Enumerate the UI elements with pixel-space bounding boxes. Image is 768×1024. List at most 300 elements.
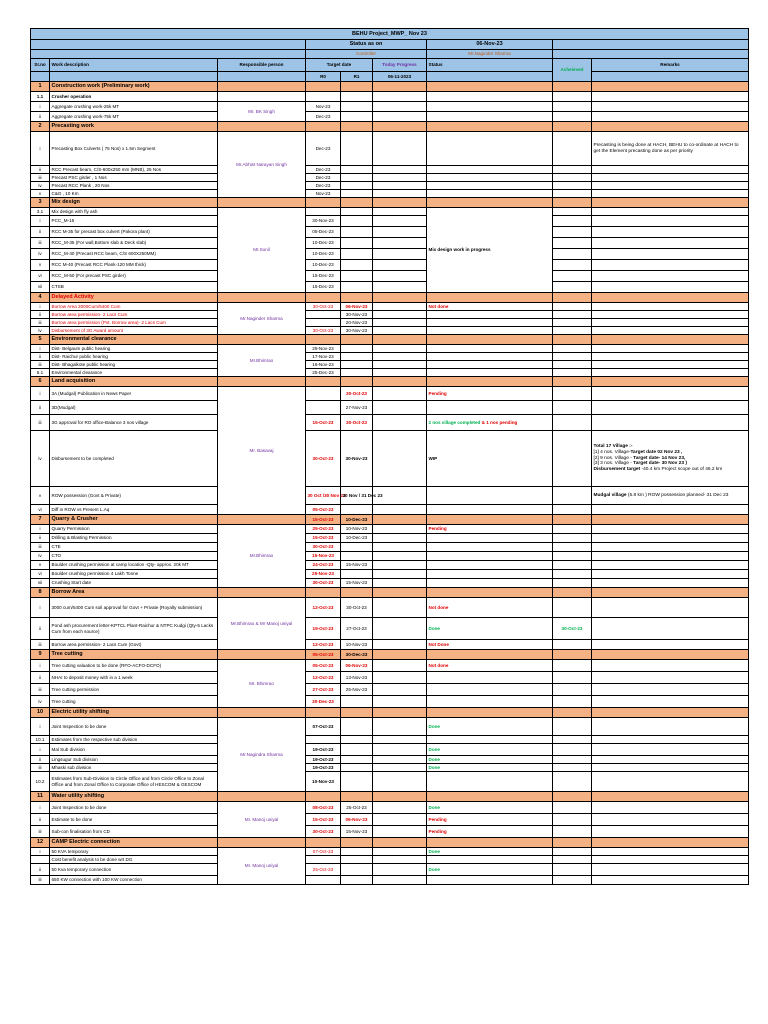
section-title: Mix design xyxy=(50,198,218,208)
item-no: ii xyxy=(31,353,50,361)
list-item xyxy=(31,848,749,856)
item-status xyxy=(427,369,553,377)
responsible-person: Mr.Bhimrao & Mr Manoj uniyal xyxy=(218,598,306,650)
item-status: WIP xyxy=(427,431,553,487)
item-no: vii xyxy=(31,579,50,588)
item-r0: 07-Oct-23 xyxy=(306,848,341,856)
section-title: Tree cutting xyxy=(50,650,218,660)
item-r0: 30-Oct-23 xyxy=(306,543,341,552)
list-item xyxy=(31,260,749,271)
item-status: Done xyxy=(427,764,553,772)
list-item xyxy=(31,174,749,182)
item-description: Mhaski sub division xyxy=(50,764,218,772)
item-description: Lingsugur Sub division xyxy=(50,756,218,764)
item-r1 xyxy=(341,876,373,885)
item-achieved xyxy=(553,132,592,166)
responsible-person: Mr. Bhimrao xyxy=(218,660,306,708)
item-status xyxy=(427,534,553,543)
item-description: Cost benefit analysis to be done wrt DG xyxy=(50,856,218,864)
item-description: Mal Sub division xyxy=(50,744,218,756)
item-r1 xyxy=(341,718,373,736)
section-row xyxy=(31,792,749,802)
item-remark xyxy=(592,534,749,543)
item-remark xyxy=(592,744,749,756)
item-status: Done xyxy=(427,864,553,876)
item-achieved xyxy=(553,216,592,227)
item-status: Pending xyxy=(427,387,553,401)
item-achieved xyxy=(553,319,592,327)
section-title: Environmental clearance xyxy=(50,335,218,345)
section-r1 xyxy=(341,198,373,208)
item-r0 xyxy=(306,876,341,885)
list-item xyxy=(31,431,749,487)
section-no: 1 xyxy=(31,82,50,92)
item-description: Sub-con finalisation from CD xyxy=(50,826,218,838)
status-row xyxy=(31,40,749,50)
list-item xyxy=(31,598,749,618)
item-description: 650 KW connection with 100 KW connection xyxy=(50,876,218,885)
item-r1: 30-Oct-23 xyxy=(341,598,373,618)
item-r0: 25-Oct-23 xyxy=(306,864,341,876)
item-status xyxy=(427,361,553,369)
item-remark xyxy=(592,718,749,736)
item-r1: 06-Nov-23 xyxy=(341,660,373,672)
item-remark xyxy=(592,387,749,401)
item-achieved xyxy=(553,525,592,534)
item-description: Boulder crushing permission at camp location -Qty- approx. 20k MT xyxy=(50,561,218,570)
item-remark xyxy=(592,561,749,570)
responsible-person: Mr. BK Singh xyxy=(218,102,306,122)
item-r1 xyxy=(341,132,373,166)
item-r0: 19-Oct-23 xyxy=(306,744,341,756)
item-r0: 15-Nov-23 xyxy=(306,552,341,561)
item-status: Not done xyxy=(427,598,553,618)
item-r0: 15-Dec-23 xyxy=(306,271,341,282)
item-remark xyxy=(592,369,749,377)
list-item xyxy=(31,311,749,319)
item-r0: 07-Oct-23 xyxy=(306,718,341,736)
item-no xyxy=(31,856,50,864)
item-r0: 30-Oct-23 xyxy=(306,579,341,588)
col-r0: R0 xyxy=(306,72,341,82)
col-sr-no: Sr.no xyxy=(31,59,50,72)
item-description: Boulder crushing permission 4 Lakh Tonne xyxy=(50,570,218,579)
item-remark xyxy=(592,552,749,561)
section-r0 xyxy=(306,92,341,102)
item-r0: 10-Dec-23 xyxy=(306,238,341,249)
item-no: iii xyxy=(31,876,50,885)
section-no: 10 xyxy=(31,708,50,718)
item-remark xyxy=(592,598,749,618)
item-achieved xyxy=(553,311,592,319)
item-no: vi xyxy=(31,505,50,515)
item-remark xyxy=(592,579,749,588)
section-title: CAMP Electric connection xyxy=(50,838,218,848)
item-r0: Dec-23 xyxy=(306,182,341,190)
item-status xyxy=(427,579,553,588)
item-status xyxy=(427,319,553,327)
item-r0: 05-Oct-23 xyxy=(306,505,341,515)
item-achieved xyxy=(553,303,592,311)
list-item xyxy=(31,227,749,238)
section-r0 xyxy=(306,82,341,92)
responsible-person: Mr. Manoj uniyal xyxy=(218,802,306,838)
item-r1: 10-Dec-23 xyxy=(341,534,373,543)
item-description: Joint Inspection to be done xyxy=(50,802,218,814)
item-description: Dist- Raichur public hearing xyxy=(50,353,218,361)
item-r0: 25-Nov-23 xyxy=(306,570,341,579)
list-item xyxy=(31,132,749,166)
item-description: Crushing Start date xyxy=(50,579,218,588)
item-no: i xyxy=(31,216,50,227)
section-row xyxy=(31,92,749,102)
item-remark xyxy=(592,112,749,122)
item-achieved xyxy=(553,552,592,561)
item-no: iv xyxy=(31,327,50,335)
remark-line: [2] 9 nos. Village - Target date- 14 Nov 23, xyxy=(593,455,686,461)
item-achieved xyxy=(553,102,592,112)
controller-label: Controller xyxy=(306,50,427,59)
remark-line: [3] 3 nos. Village - Target date- 30 Nov 23 ) xyxy=(593,461,687,467)
item-description: PCC_M-15 xyxy=(50,216,218,227)
item-description: RCC_M-50 (For precast PSC girder) xyxy=(50,271,218,282)
list-item xyxy=(31,802,749,814)
list-item xyxy=(31,271,749,282)
item-achieved xyxy=(553,876,592,885)
item-achieved xyxy=(553,431,592,487)
item-remark xyxy=(592,570,749,579)
item-no: i xyxy=(31,345,50,353)
item-r1: 06-Nov-23 xyxy=(341,814,373,826)
section-r1 xyxy=(341,838,373,848)
section-no: 2 xyxy=(31,122,50,132)
item-r1: 27-Oct-23 xyxy=(341,618,373,640)
item-no: ii xyxy=(31,112,50,122)
col-achieved: Acheieved xyxy=(553,59,592,82)
list-item xyxy=(31,182,749,190)
item-remark xyxy=(592,756,749,764)
item-achieved xyxy=(553,744,592,756)
item-no: i xyxy=(31,525,50,534)
col-responsible-person: Responsible person xyxy=(218,59,306,72)
item-r0: 16-Nov-23 xyxy=(306,361,341,369)
item-no: ii xyxy=(31,534,50,543)
item-achieved xyxy=(553,353,592,361)
section-row xyxy=(31,82,749,92)
item-r0: 08-Oct-23 xyxy=(306,802,341,814)
responsible-person: Mr. Manoj uniyal xyxy=(218,848,306,885)
col-status: Status xyxy=(427,59,553,72)
item-status xyxy=(427,190,553,198)
item-no: iii xyxy=(31,415,50,431)
item-r1 xyxy=(341,696,373,708)
section-no: 8 xyxy=(31,588,50,598)
list-item xyxy=(31,249,749,260)
item-no: iii xyxy=(31,238,50,249)
item-r0: 05-Oct-23 xyxy=(306,660,341,672)
item-no: i xyxy=(31,598,50,618)
item-status xyxy=(427,561,553,570)
item-r1: 30-Nov-23 xyxy=(341,431,373,487)
list-item xyxy=(31,525,749,534)
item-remark xyxy=(592,166,749,174)
col-remarks: Remarks xyxy=(592,59,749,72)
item-remark xyxy=(592,696,749,708)
section-no: 3 xyxy=(31,198,50,208)
item-r0: Nov-23 xyxy=(306,190,341,198)
item-no: ii xyxy=(31,864,50,876)
section-r0: 05-Oct-23 xyxy=(306,650,341,660)
list-item xyxy=(31,415,749,431)
item-status xyxy=(427,772,553,792)
item-remark xyxy=(592,249,749,260)
section-row xyxy=(31,335,749,345)
item-r0: 10-Nov-23 xyxy=(306,772,341,792)
item-r1 xyxy=(341,505,373,515)
list-item xyxy=(31,772,749,792)
section-title: Quarry & Crusher xyxy=(50,515,218,525)
item-r1: 27-Nov-23 xyxy=(341,401,373,415)
item-achieved xyxy=(553,814,592,826)
item-achieved xyxy=(553,561,592,570)
item-status: Not Done xyxy=(427,640,553,650)
list-item xyxy=(31,756,749,764)
section-r0 xyxy=(306,335,341,345)
item-status: Done xyxy=(427,718,553,736)
item-remark xyxy=(592,271,749,282)
section-title: Land acquisition xyxy=(50,377,218,387)
item-remark xyxy=(592,345,749,353)
col-target-date: Target date xyxy=(306,59,373,72)
responsible-person: Mr.Bhimrao xyxy=(218,525,306,588)
status-pending-part: & 1 nos pending xyxy=(480,419,518,425)
section-row xyxy=(31,708,749,718)
section-title: Borrow Area xyxy=(50,588,218,598)
sheet-title: BEHU Project_MWP_ Nov 23 xyxy=(31,29,749,40)
section-row xyxy=(31,838,749,848)
item-remark xyxy=(592,260,749,271)
item-achieved xyxy=(553,401,592,415)
item-r0: 12-Oct-23 xyxy=(306,672,341,684)
item-achieved xyxy=(553,190,592,198)
item-no: v xyxy=(31,487,50,505)
item-no: iii xyxy=(31,640,50,650)
item-achieved xyxy=(553,684,592,696)
section-r1: 30-Dec-23 xyxy=(341,650,373,660)
responsible-person: Mr.Bhimrao xyxy=(218,345,306,377)
item-r1 xyxy=(341,282,373,293)
item-remark: Precasting is being done at HACH, BEHU to co-ordinate at HACH to get the Element precasting done as per priority xyxy=(592,132,749,166)
item-no: i xyxy=(31,848,50,856)
item-achieved xyxy=(553,764,592,772)
section-no: 1.1 xyxy=(31,92,50,102)
item-no: ii xyxy=(31,618,50,640)
item-description: 3A (Mudgal) Publication in News Paper xyxy=(50,387,218,401)
item-description: 3000 cum/5400 Cum soil approval for Govt + Private (Royalty submission) xyxy=(50,598,218,618)
item-description: Precast RCC Plank , 20 Nos xyxy=(50,182,218,190)
item-remark xyxy=(592,736,749,744)
section-r1 xyxy=(341,335,373,345)
item-achieved xyxy=(553,249,592,260)
section-r0 xyxy=(306,588,341,598)
section-no: 6 xyxy=(31,377,50,387)
item-achieved xyxy=(553,227,592,238)
list-item xyxy=(31,744,749,756)
section-row xyxy=(31,198,749,208)
item-status xyxy=(427,487,553,505)
item-r1 xyxy=(341,227,373,238)
item-no: vi xyxy=(31,271,50,282)
item-description: Precasting Box Culverts ( 75 Nos) x 1.5m Segment xyxy=(50,132,218,166)
item-r1 xyxy=(341,361,373,369)
item-remark xyxy=(592,227,749,238)
item-remark xyxy=(592,216,749,227)
item-r1: 10-Nov-23 xyxy=(341,640,373,650)
item-r0 xyxy=(306,856,341,864)
item-r1: 15-Nov-23 xyxy=(341,561,373,570)
item-no: 3.1 xyxy=(31,208,50,216)
item-remark xyxy=(592,208,749,216)
item-status: Done xyxy=(427,756,553,764)
status-done-part: 2 nos village completed xyxy=(428,419,481,425)
item-status xyxy=(427,696,553,708)
item-description: Environmental clearance xyxy=(50,369,218,377)
item-description: Borrow area permission- 2 Lacs Cum xyxy=(50,311,218,319)
item-achieved xyxy=(553,756,592,764)
item-remark xyxy=(592,814,749,826)
item-r1 xyxy=(341,249,373,260)
remark-line: Disbursement target -40.4 km Project scope out of 46.2 km xyxy=(593,467,723,473)
item-description: Estimate to be done xyxy=(50,814,218,826)
item-description: Mix design with fly ash xyxy=(50,208,218,216)
item-remark xyxy=(592,618,749,640)
item-no: 5.1 xyxy=(31,369,50,377)
section-r1 xyxy=(341,377,373,387)
item-remark xyxy=(592,431,749,487)
section-r0 xyxy=(306,708,341,718)
item-r0 xyxy=(306,319,341,327)
section-title: Water utility shifting xyxy=(50,792,218,802)
item-achieved xyxy=(553,327,592,335)
item-r0: 29-Nov-23 xyxy=(306,345,341,353)
item-remark xyxy=(592,190,749,198)
section-r1 xyxy=(341,92,373,102)
item-r1 xyxy=(341,216,373,227)
item-r0 xyxy=(306,387,341,401)
list-item xyxy=(31,764,749,772)
item-no: v xyxy=(31,561,50,570)
item-r1: 10-Nov-23 xyxy=(341,525,373,534)
list-item xyxy=(31,369,749,377)
section-no: 12 xyxy=(31,838,50,848)
col-r1: R1 xyxy=(341,72,373,82)
mwp-sheet xyxy=(30,28,749,885)
section-title: Precasting work xyxy=(50,122,218,132)
item-r0: 15-Dec-23 xyxy=(306,282,341,293)
item-no: iv xyxy=(31,431,50,487)
item-description: RCC_M-35 (For wall,Bottom slab & Deck slab) xyxy=(50,238,218,249)
item-r0: 25-Oct-23 xyxy=(306,525,341,534)
item-remark xyxy=(592,505,749,515)
item-status xyxy=(427,415,553,431)
item-r1: 30-Oct-23 xyxy=(341,387,373,401)
item-r1 xyxy=(341,174,373,182)
item-status: Mix design work in progress xyxy=(427,208,553,293)
item-r0: 10-Dec-23 xyxy=(306,249,341,260)
responsible-person: Mr.Abhist Narayan Singh xyxy=(218,132,306,198)
item-remark xyxy=(592,684,749,696)
item-status xyxy=(427,166,553,174)
item-r1: 13-Nov-23 xyxy=(341,672,373,684)
item-description: Dist- Belgaum public hearing xyxy=(50,345,218,353)
item-remark xyxy=(592,856,749,864)
item-achieved xyxy=(553,718,592,736)
responsible-person: Mr. Basavaj xyxy=(218,387,306,515)
item-no: ii xyxy=(31,401,50,415)
list-item xyxy=(31,618,749,640)
list-item xyxy=(31,102,749,112)
item-description: 50 KVA temporary xyxy=(50,848,218,856)
item-achieved xyxy=(553,672,592,684)
title-row xyxy=(31,29,749,40)
item-achieved xyxy=(553,174,592,182)
item-no: ii xyxy=(31,166,50,174)
item-r0: 10-Dec-23 xyxy=(306,260,341,271)
item-r0: 19-Oct-23 xyxy=(306,764,341,772)
item-no: i xyxy=(31,387,50,401)
item-achieved xyxy=(553,271,592,282)
list-item xyxy=(31,561,749,570)
item-r0: 30-Oct-23 xyxy=(306,327,341,335)
item-r1 xyxy=(341,570,373,579)
item-description: 50 Kva temporary connection xyxy=(50,864,218,876)
item-r1: 06-Nov-23 xyxy=(341,303,373,311)
list-item xyxy=(31,319,749,327)
item-status xyxy=(427,552,553,561)
item-no: i xyxy=(31,102,50,112)
item-achieved xyxy=(553,570,592,579)
item-no: ii xyxy=(31,672,50,684)
item-r1 xyxy=(341,102,373,112)
item-r0: 05-Dec-23 xyxy=(306,227,341,238)
section-r0 xyxy=(306,293,341,303)
section-r1 xyxy=(341,792,373,802)
item-achieved xyxy=(553,238,592,249)
list-item xyxy=(31,361,749,369)
item-status xyxy=(427,505,553,515)
list-item xyxy=(31,534,749,543)
list-item xyxy=(31,814,749,826)
item-achieved xyxy=(553,534,592,543)
item-r1 xyxy=(341,260,373,271)
item-no: 10.1 xyxy=(31,736,50,744)
list-item xyxy=(31,660,749,672)
item-no: v xyxy=(31,260,50,271)
item-achieved: 30-Oct-23 xyxy=(553,618,592,640)
item-no: ii xyxy=(31,311,50,319)
status-date: 06-Nov-23 xyxy=(427,40,553,50)
section-r0: 15-Oct-23 xyxy=(306,515,341,525)
item-r1: 30-Nov-23 xyxy=(341,327,373,335)
item-status xyxy=(427,353,553,361)
item-r1 xyxy=(341,190,373,198)
section-row xyxy=(31,293,749,303)
item-status xyxy=(427,876,553,885)
item-no: iv xyxy=(31,696,50,708)
item-no: i xyxy=(31,718,50,736)
item-status: Pending xyxy=(427,826,553,838)
item-no: iv xyxy=(31,249,50,260)
